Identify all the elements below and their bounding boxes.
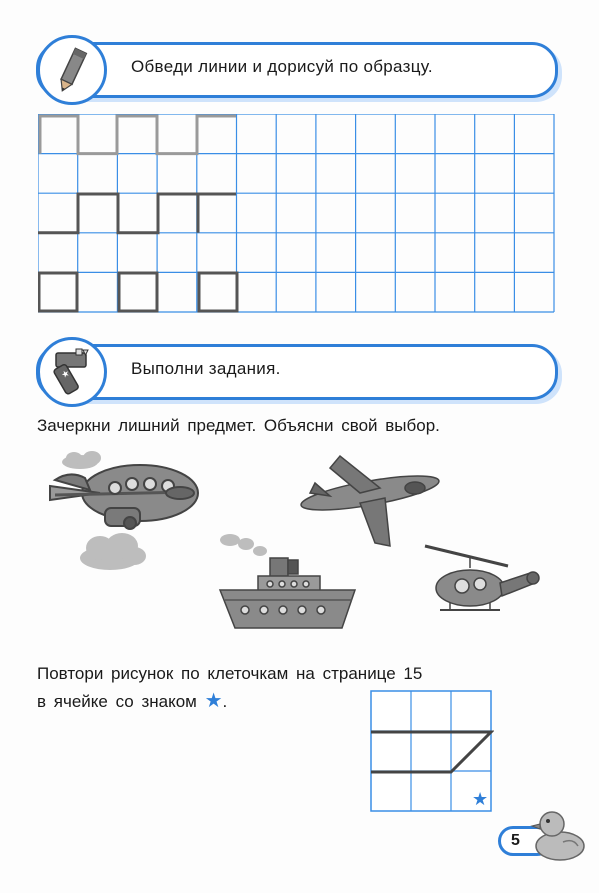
task-instruction: Выполни задания. [131,359,281,378]
ship [220,534,355,628]
trace-pattern-row1 [40,116,236,154]
copy-line2-text: в ячейке со знаком [37,692,197,711]
toy-airplane [50,465,198,529]
duck-icon [528,802,590,864]
pencil-icon [52,45,92,95]
task-badge [37,35,107,105]
trace-pattern-row3 [39,273,237,311]
svg-text:★: ★ [59,368,72,382]
helicopter [425,546,539,610]
copy-line2-period: . [222,692,228,711]
star-icon: ★ [472,789,489,810]
airplane [299,456,441,546]
task-banner-trace [36,42,558,98]
task-badge [37,337,107,407]
tracing-grid [38,114,556,314]
exercise-text-odd-one: Зачеркни лишний предмет. Объясни свой выбор. [37,416,440,435]
task-banner-exercises [36,344,558,400]
cloud-icon [62,451,101,469]
cloud-icon [80,533,146,570]
exercise-text-copy-line1: Повтори рисунок по клеточкам на странице 15 [37,664,423,683]
grid-lines [38,114,554,312]
stapler-icon [50,347,94,397]
task-instruction: Обведи линии и дорисуй по образцу. [131,57,433,76]
trace-pattern-row2 [38,194,236,233]
star-icon: ★ [204,688,223,712]
illustrations [30,448,570,648]
copy-grid [370,690,494,814]
exercise-text-copy-line2 [37,688,227,712]
page-number-text: 5 [511,832,520,849]
